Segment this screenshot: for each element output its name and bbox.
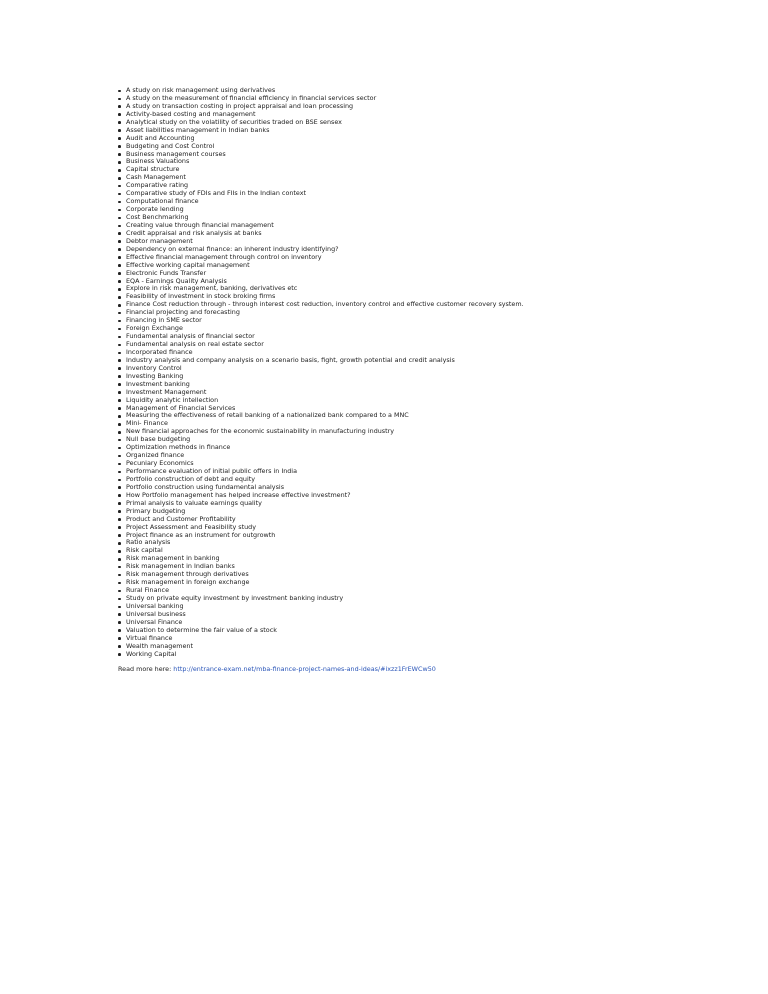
list-item: Ratio analysis — [118, 539, 738, 547]
list-item: Mini- Finance — [118, 420, 738, 428]
list-item: Computational finance — [118, 198, 738, 206]
list-item: Effective financial management through control on inventory — [118, 254, 738, 262]
list-item: Risk management in Indian banks — [118, 563, 738, 571]
list-item: Asset liabilities management in Indian banks — [118, 127, 738, 135]
list-item: Study on private equity investment by investment banking industry — [118, 595, 738, 603]
list-item: Project Assessment and Feasibility study — [118, 524, 738, 532]
list-item: Finance Cost reduction through - through interest cost reduction, inventory control and effective customer recovery system. — [118, 301, 738, 309]
list-item: Portfolio construction of debt and equity — [118, 476, 738, 484]
list-item: Cost Benchmarking — [118, 214, 738, 222]
list-item: Capital structure — [118, 166, 738, 174]
list-item: Financing in SME sector — [118, 317, 738, 325]
list-item: How Portfolio management has helped increase effective investment? — [118, 492, 738, 500]
list-item: Organized finance — [118, 452, 738, 460]
list-item: Risk management in banking — [118, 555, 738, 563]
list-item: Risk management through derivatives — [118, 571, 738, 579]
document-body — [118, 87, 738, 673]
list-item: A study on risk management using derivatives — [118, 87, 738, 95]
list-item: A study on transaction costing in project appraisal and loan processing — [118, 103, 738, 111]
list-item: Business management courses — [118, 151, 738, 159]
list-item: Primal analysis to valuate earnings quality — [118, 500, 738, 508]
list-item: Universal business — [118, 611, 738, 619]
list-item: Null base budgeting — [118, 436, 738, 444]
list-item: Business Valuations — [118, 158, 738, 166]
list-item: Pecuniary Economics — [118, 460, 738, 468]
list-item: Analytical study on the volatility of securities traded on BSE sensex — [118, 119, 738, 127]
list-item: Rural Finance — [118, 587, 738, 595]
list-item: Management of Financial Services — [118, 405, 738, 413]
list-item: Primary budgeting — [118, 508, 738, 516]
list-item: A study on the measurement of financial efficiency in financial services sector — [118, 95, 738, 103]
read-more-label: Read more here: — [118, 664, 174, 673]
list-item: Incorporated finance — [118, 349, 738, 357]
list-item: Universal banking — [118, 603, 738, 611]
list-item: Electronic Funds Transfer — [118, 270, 738, 278]
list-item: Cash Management — [118, 174, 738, 182]
list-item: Investment Management — [118, 389, 738, 397]
list-item: Product and Customer Profitability — [118, 516, 738, 524]
list-item: Explore in risk management, banking, derivatives etc — [118, 285, 738, 293]
list-item: Debtor management — [118, 238, 738, 246]
topic-list — [118, 87, 738, 659]
list-item: Credit appraisal and risk analysis at banks — [118, 230, 738, 238]
list-item: Feasibility of investment in stock broking firms — [118, 293, 738, 301]
list-item: Fundamental analysis of financial sector — [118, 333, 738, 341]
list-item: Financial projecting and forecasting — [118, 309, 738, 317]
list-item: Measuring the effectiveness of retail banking of a nationalized bank compared to a MNC — [118, 412, 738, 420]
list-item: Liquidity analytic intellection — [118, 397, 738, 405]
list-item: Optimization methods in finance — [118, 444, 738, 452]
list-item: Valuation to determine the fair value of a stock — [118, 627, 738, 635]
list-item: Risk management in foreign exchange — [118, 579, 738, 587]
list-item: Activity-based costing and management — [118, 111, 738, 119]
list-item: Portfolio construction using fundamental analysis — [118, 484, 738, 492]
list-item: Effective working capital management — [118, 262, 738, 270]
list-item: Industry analysis and company analysis on a scenario basis, fight, growth potential and credit analysis — [118, 357, 738, 365]
list-item: Investing Banking — [118, 373, 738, 381]
list-item: Universal Finance — [118, 619, 738, 627]
list-item: Risk capital — [118, 547, 738, 555]
list-item: Virtual finance — [118, 635, 738, 643]
list-item: Creating value through financial management — [118, 222, 738, 230]
list-item: Comparative study of FDIs and FIIs in the Indian context — [118, 190, 738, 198]
list-item: Performance evaluation of initial public offers in India — [118, 468, 738, 476]
read-more-line — [118, 665, 738, 673]
list-item: Fundamental analysis on real estate sector — [118, 341, 738, 349]
list-item: Audit and Accounting — [118, 135, 738, 143]
list-item: Dependency on external finance: an inherent industry identifying? — [118, 246, 738, 254]
list-item: New financial approaches for the economic sustainability in manufacturing industry — [118, 428, 738, 436]
list-item: Investment banking — [118, 381, 738, 389]
list-item: Inventory Control — [118, 365, 738, 373]
list-item: Wealth management — [118, 643, 738, 651]
list-item: Foreign Exchange — [118, 325, 738, 333]
list-item: Corporate lending — [118, 206, 738, 214]
list-item: Budgeting and Cost Control — [118, 143, 738, 151]
list-item: EQA - Earnings Quality Analysis — [118, 278, 738, 286]
source-link[interactable]: http://entrance-exam.net/mba-finance-project-names-and-ideas/#ixzz1FrEWCw50 — [173, 664, 436, 673]
list-item: Working Capital — [118, 651, 738, 659]
list-item: Comparative rating — [118, 182, 738, 190]
list-item: Project finance as an instrument for outgrowth — [118, 532, 738, 540]
